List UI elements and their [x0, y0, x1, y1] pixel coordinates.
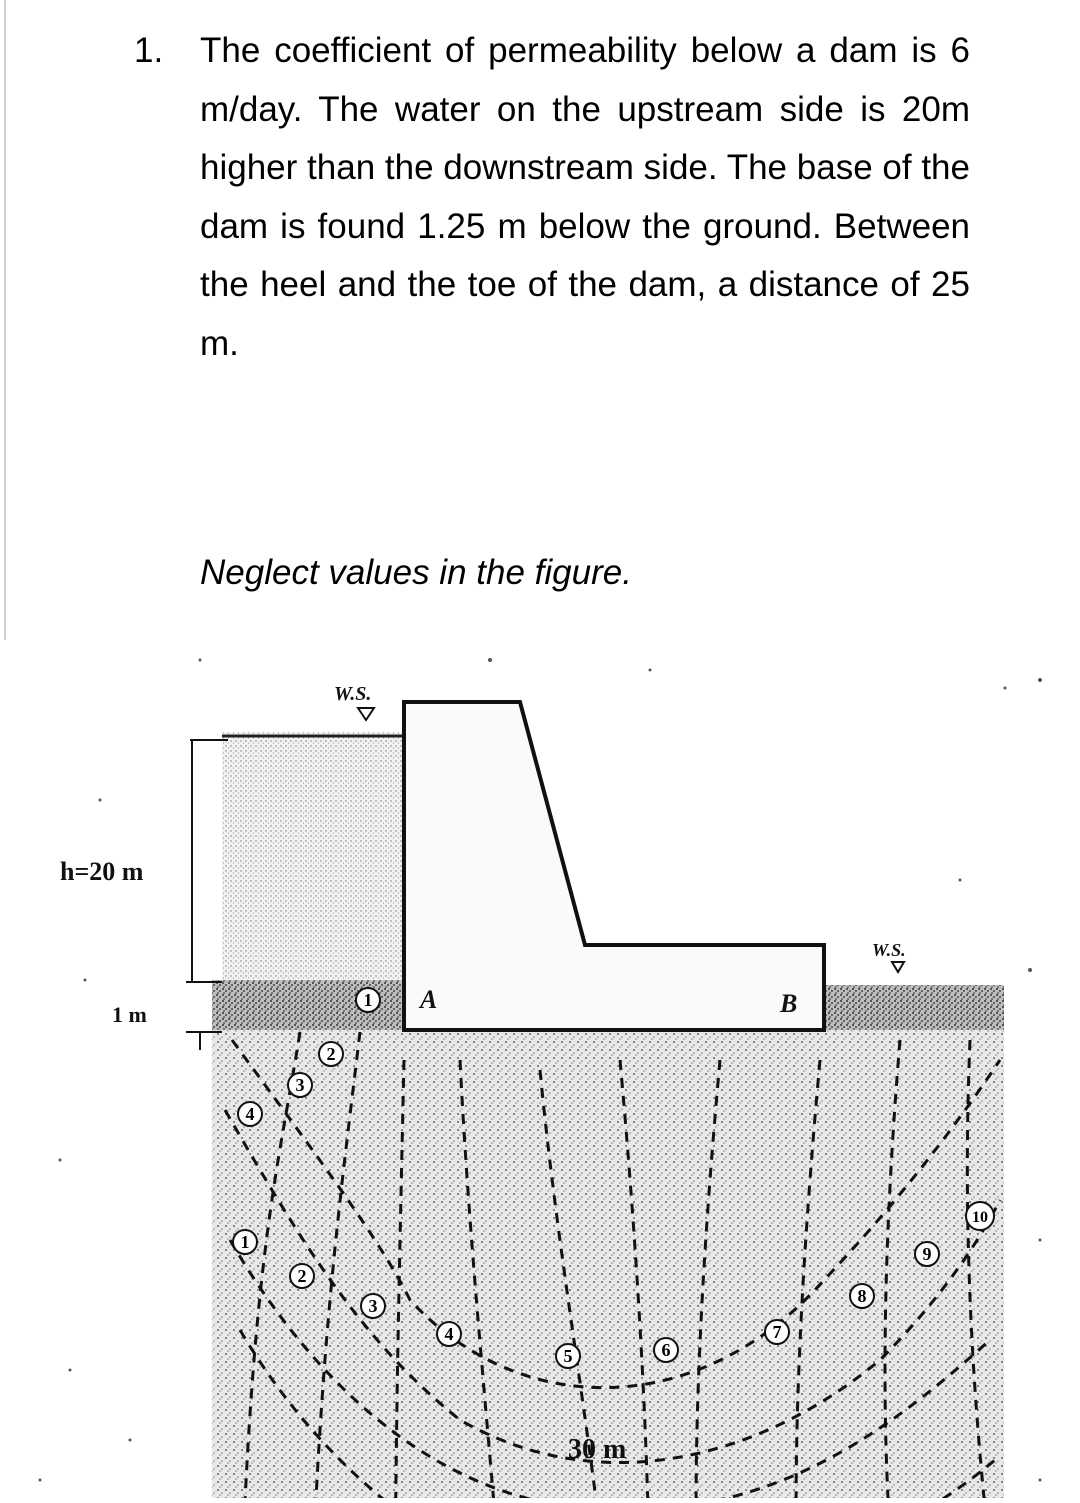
svg-text:4: 4 [444, 1324, 454, 1344]
marker-bottom-1 [233, 1230, 257, 1254]
marker-bottom-10 [966, 1202, 994, 1230]
base-length-label: 30 m [568, 1434, 627, 1465]
marker-top-2 [319, 1042, 343, 1066]
svg-text:7: 7 [772, 1322, 782, 1342]
point-a-label: A [420, 985, 438, 1014]
dam-flow-net-figure [0, 640, 1080, 1498]
svg-text:4: 4 [245, 1104, 255, 1124]
svg-text:3: 3 [368, 1296, 378, 1316]
problem-text: The coefficient of permeability below a dam is 6 m/day. The water on the upstream side is 20m higher than the downstream side. The base of the dam is found 1.25 m below the ground. Between the heel and the toe of the dam, a distance of 25 m. [200, 31, 970, 363]
marker-top-3 [288, 1073, 312, 1097]
point-b-label: B [780, 989, 798, 1018]
marker-bottom-4 [437, 1322, 461, 1346]
svg-text:2: 2 [297, 1266, 307, 1286]
problem-number: 1. [134, 31, 164, 70]
marker-bottom-7 [765, 1320, 789, 1344]
marker-bottom-3 [361, 1294, 385, 1318]
svg-text:6: 6 [661, 1340, 671, 1360]
figure-note: Neglect values in the figure. [200, 553, 632, 592]
marker-top-4 [238, 1102, 262, 1126]
svg-text:3: 3 [295, 1075, 305, 1095]
marker-top-1 [356, 988, 380, 1012]
ws-downstream-label: W.S. [872, 940, 906, 960]
flow-net-drawing [0, 640, 1080, 1498]
ws-upstream-label: W.S. [334, 683, 372, 705]
marker-bottom-5 [556, 1344, 580, 1368]
head-label: h=20 m [60, 857, 144, 886]
svg-text:9: 9 [922, 1244, 932, 1264]
dam-body [404, 702, 824, 1030]
svg-text:1: 1 [240, 1232, 250, 1252]
svg-text:10: 10 [972, 1209, 988, 1226]
marker-bottom-6 [654, 1338, 678, 1362]
marker-bottom-2 [290, 1264, 314, 1288]
page-edge-line [4, 0, 6, 640]
svg-text:8: 8 [857, 1286, 867, 1306]
depth-label: 1 m [112, 1002, 147, 1027]
marker-bottom-8 [850, 1284, 874, 1308]
svg-text:2: 2 [326, 1044, 336, 1064]
svg-text:5: 5 [563, 1346, 573, 1366]
marker-bottom-9 [915, 1242, 939, 1266]
svg-text:1: 1 [363, 990, 373, 1010]
upstream-water [222, 732, 404, 987]
